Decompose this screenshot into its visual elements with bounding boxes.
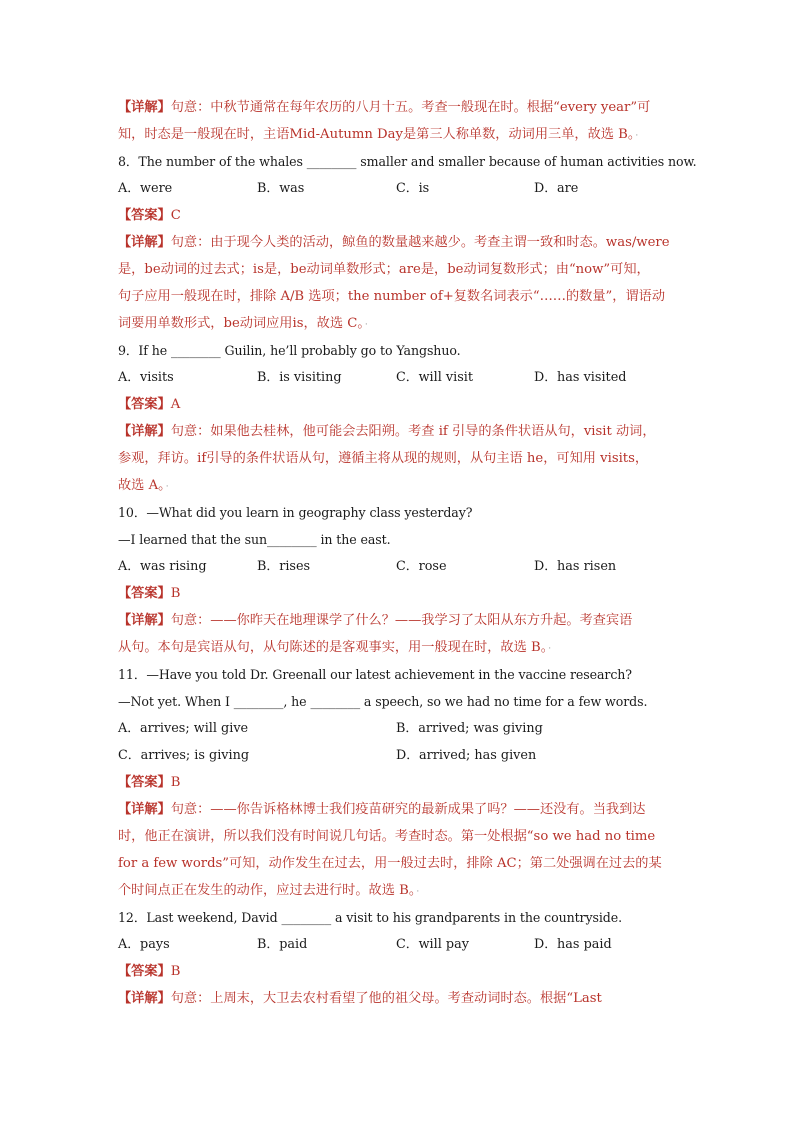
q12-option-c: C．will pay — [396, 937, 469, 952]
q11-analysis-line-3: for a few words”可知，动作发生在过去，用一般过去时，排除 AC；第二处强调在过去的某 — [118, 856, 662, 871]
q8-stem: 8．The number of the whales ________ smaller and smaller because of human activities now. — [118, 154, 697, 169]
q10-analysis-text-2: 从句。本句是宾语从句，从句陈述的是客观事实，用一般现在时，故选 B。 — [118, 640, 548, 655]
q9-analysis-line-3: 故选 A。· — [118, 478, 169, 493]
q11-analysis-line-4: 个时间点正在发生的动作，应过去进行时。故选 B。· — [118, 883, 420, 898]
q11-option-b: B．arrived; was giving — [396, 721, 543, 736]
answer-label: 【答案】 — [118, 397, 171, 412]
q11-answer-value: B — [170, 775, 181, 790]
q9-answer-value: A — [170, 397, 181, 412]
q9-option-d: D．has visited — [534, 370, 627, 385]
q7-analysis-line-1 — [118, 94, 678, 121]
q9-option-b: B．is visiting — [257, 370, 342, 385]
q11-analysis-text-4: 个时间点正在发生的动作，应过去进行时。故选 B。 — [118, 883, 416, 898]
q9-stem: 9．If he ________ Guilin, he’ll probably go to Yangshuo. — [118, 343, 461, 358]
q12-options — [118, 931, 678, 958]
analysis-label: 【详解】 — [118, 991, 171, 1006]
analysis-label: 【详解】 — [118, 235, 171, 250]
q10-option-b: B．rises — [257, 559, 311, 574]
q7-analysis-text-2: 知，时态是一般现在时，主语Mid-Autumn Day是第三人称单数，动词用三单，故选 B。 — [118, 127, 635, 142]
q8-analysis-text-1: 句意：由于现今人类的活动，鲸鱼的数量越来越少。考查主谓一致和时态。was/were — [170, 235, 670, 250]
q11-analysis-line-1 — [118, 796, 678, 823]
q10-option-c: C．rose — [396, 559, 447, 574]
q12-answer-value: B — [170, 964, 181, 979]
q10-analysis-line-2: 从句。本句是宾语从句，从句陈述的是客观事实，用一般现在时，故选 B。· — [118, 640, 552, 655]
q8-option-a: A．were — [118, 181, 173, 196]
q10-option-d: D．has risen — [534, 559, 617, 574]
q10-answer-value: B — [170, 586, 181, 601]
q12-option-a: A．pays — [118, 937, 170, 952]
analysis-label: 【详解】 — [118, 802, 171, 817]
q9-analysis-line-1 — [118, 418, 678, 445]
q9-option-c: C．will visit — [396, 370, 474, 385]
q10-options — [118, 553, 678, 580]
q8-answer-value: C — [170, 208, 181, 223]
answer-label: 【答案】 — [118, 208, 171, 223]
q11-option-a: A．arrives; will give — [118, 721, 249, 736]
q8-analysis-line-2: 是，be动词的过去式；is是，be动词单数形式；are是，be动词复数形式；由“now”可知， — [118, 262, 650, 277]
q12-answer — [118, 958, 678, 985]
q9-answer — [118, 391, 678, 418]
q8-answer — [118, 202, 678, 229]
q10-answer — [118, 580, 678, 607]
q8-option-c: C．is — [396, 181, 430, 196]
q12-option-b: B．paid — [257, 937, 308, 952]
q8-options — [118, 175, 678, 202]
q11-option-d: D．arrived; has given — [396, 748, 537, 763]
q10-analysis-line-1 — [118, 607, 678, 634]
q11-stem-2: —Not yet. When I ________, he ________ a speech, so we had no time for a few words. — [118, 694, 648, 709]
q7-analysis-text-1: 句意：中秋节通常在每年农历的八月十五。考查一般现在时。根据“every year”可 — [170, 100, 651, 115]
q12-option-d: D．has paid — [534, 937, 612, 952]
q9-analysis-line-2: 参观，拜访。if引导的条件状语从句，遵循主将从现的规则，从句主语 he，可知用 visits， — [118, 451, 649, 466]
q10-analysis-text-1: 句意：——你昨天在地理课学了什么？——我学习了太阳从东方升起。考查宾语 — [170, 613, 633, 628]
q8-option-b: B．was — [257, 181, 305, 196]
q11-options-row-1 — [118, 715, 678, 742]
q12-analysis-line-1 — [118, 985, 678, 1012]
answer-label: 【答案】 — [118, 586, 171, 601]
q10-stem-1: 10．—What did you learn in geography class yesterday? — [118, 505, 473, 520]
q11-option-c: C．arrives; is giving — [118, 748, 250, 763]
q11-analysis-line-2: 时，他正在演讲，所以我们没有时间说几句话。考查时态。第一处根据“so we had no time — [118, 829, 656, 844]
q8-option-d: D．are — [534, 181, 579, 196]
analysis-label: 【详解】 — [118, 613, 171, 628]
q10-stem-2: —I learned that the sun________ in the east. — [118, 532, 391, 547]
q9-analysis-text-3: 故选 A。 — [118, 478, 165, 493]
answer-label: 【答案】 — [118, 964, 171, 979]
q11-options-row-2 — [118, 742, 678, 769]
q9-option-a: A．visits — [118, 370, 174, 385]
q9-analysis-text-1: 句意：如果他去桂林，他可能会去阳朔。考查 if 引导的条件状语从句，visit 动词， — [170, 424, 656, 439]
q8-analysis-line-3: 句子应用一般现在时，排除 A/B 选项；the number of+复数名词表示“……的数量”，谓语动 — [118, 289, 666, 304]
answer-label: 【答案】 — [118, 775, 171, 790]
q12-stem: 12．Last weekend, David ________ a visit to his grandparents in the countryside. — [118, 910, 622, 925]
q8-analysis-text-4: 词要用单数形式，be动词应用is，故选 C。 — [118, 316, 364, 331]
q8-analysis-line-1 — [118, 229, 678, 256]
q11-analysis-text-1: 句意：——你告诉格林博士我们疫苗研究的最新成果了吗？——还没有。当我到达 — [170, 802, 646, 817]
worksheet-page — [118, 94, 697, 1012]
q12-analysis-text-1: 句意：上周末，大卫去农村看望了他的祖父母。考查动词时态。根据“Last — [170, 991, 602, 1006]
analysis-label: 【详解】 — [118, 100, 171, 115]
q10-option-a: A．was rising — [118, 559, 207, 574]
q11-stem-1: 11．—Have you told Dr. Greenall our latest achievement in the vaccine research? — [118, 667, 632, 682]
q7-analysis-line-2: 知，时态是一般现在时，主语Mid-Autumn Day是第三人称单数，动词用三单，故选 B。· — [118, 127, 639, 142]
q11-answer — [118, 769, 678, 796]
q8-analysis-line-4: 词要用单数形式，be动词应用is，故选 C。· — [118, 316, 368, 331]
q9-options — [118, 364, 678, 391]
analysis-label: 【详解】 — [118, 424, 171, 439]
